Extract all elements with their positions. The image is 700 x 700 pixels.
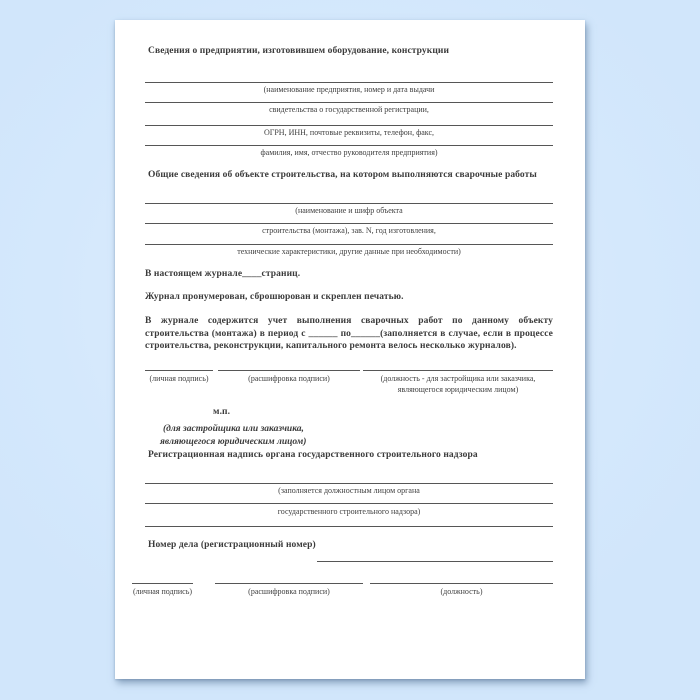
line-caption: (наименование и шифр объекта [295, 206, 403, 215]
signature-caption-name: (расшифровка подписи) [248, 587, 330, 596]
case-number-line [317, 561, 553, 562]
note-developer-line1: (для застройщика или заказчика, [163, 424, 304, 434]
fill-in-line [145, 503, 553, 504]
stamp-placeholder: м.п. [213, 407, 231, 417]
fill-in-line [145, 244, 553, 245]
fill-in-line [145, 125, 553, 126]
signature-caption-personal: (личная подпись) [132, 587, 193, 596]
signature-line [363, 370, 553, 371]
line-caption: ОГРН, ИНН, почтовые реквизиты, телефон, факс, [263, 128, 435, 137]
statement-pages: В настоящем журнале____страниц. [145, 269, 301, 279]
line-caption: свидетельства о государственной регистрации, [269, 105, 429, 114]
section-title-object: Общие сведения об объекте строительства, на котором выполняются сварочные работы [148, 170, 537, 180]
signature-line [145, 370, 213, 371]
case-number-label: Номер дела (регистрационный номер) [148, 540, 316, 550]
statement-bound: Журнал пронумерован, сброшюрован и скреплен печатью. [145, 292, 404, 302]
statement-period: В журнале содержится учет выполнения сварочных работ по данному объекту строительства (монтажа) в период с ______ по______(заполняется в случае, если в процессе строительства, реконструкции, капитального ремонта велось несколько журналов). [145, 316, 553, 351]
section-title-registration: Регистрационная надпись органа государственного строительного надзора [148, 450, 478, 460]
signature-line [370, 583, 553, 584]
line-caption: строительства (монтажа), зав. N, год изготовления, [262, 226, 436, 235]
signature-caption-personal: (личная подпись) [149, 374, 209, 383]
fill-in-line [145, 145, 553, 146]
fill-in-line [145, 526, 553, 527]
signature-line [218, 370, 360, 371]
section-title-manufacturer: Сведения о предприятии, изготовившем оборудование, конструкции [148, 46, 450, 56]
note-developer-line2: являющегося юридическим лицом) [160, 437, 307, 447]
signature-caption-name: (расшифровка подписи) [248, 374, 330, 383]
signature-line [215, 583, 363, 584]
fill-in-line [145, 223, 553, 224]
line-caption: фамилия, имя, отчество руководителя предприятия) [260, 148, 438, 157]
fill-in-line [145, 82, 553, 83]
fill-in-line [145, 483, 553, 484]
signature-caption-position: (должность - для застройщика или заказчика, являющегося юридическим лицом) [380, 374, 536, 394]
line-caption: государственного строительного надзора) [277, 507, 421, 516]
signature-line [132, 583, 193, 584]
form-page [115, 20, 585, 679]
fill-in-line [145, 102, 553, 103]
line-caption: технические характеристики, другие данные при необходимости) [237, 247, 461, 256]
fill-in-line [145, 203, 553, 204]
line-caption: (наименование предприятия, номер и дата выдачи [263, 85, 435, 94]
line-caption: (заполняется должностным лицом органа [278, 486, 420, 495]
signature-caption-position: (должность) [440, 587, 483, 596]
